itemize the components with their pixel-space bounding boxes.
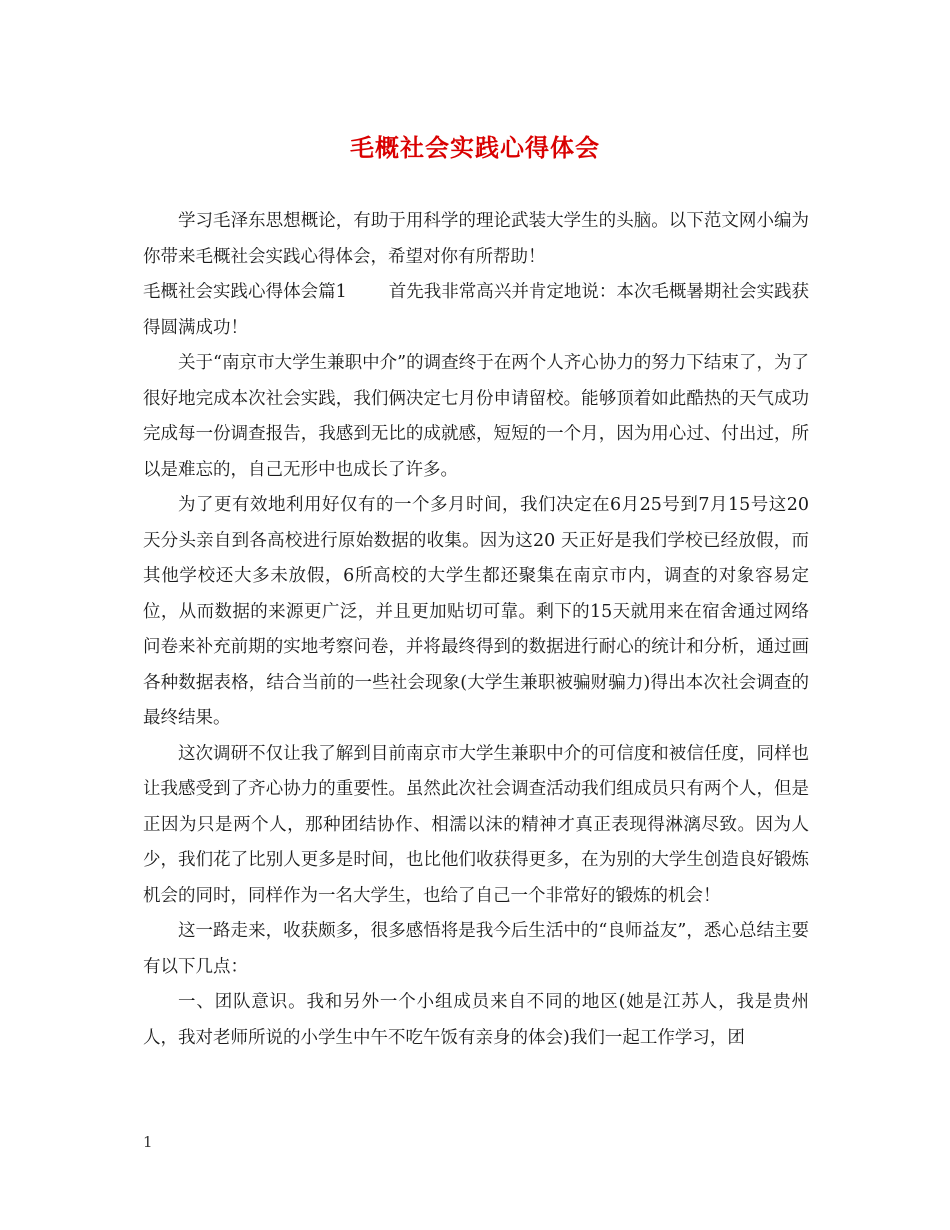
document-title: 毛概社会实践心得体会 (350, 133, 600, 162)
paragraph-article-heading (143, 275, 809, 346)
document-body (143, 204, 809, 1056)
paragraph-summary: 这一路走来，收获颇多，很多感悟将是我今后生活中的“良师益友”，悉心总结主要有以下几点： (143, 921, 809, 977)
paragraph-intro: 学习毛泽东思想概论，有助于用科学的理论武装大学生的头脑。以下范文网小编为你带来毛概社会实践心得体会，希望对你有所帮助！ (143, 211, 809, 267)
paragraph-schedule: 为了更有效地利用好仅有的一个多月时间，我们决定在6月25号到7月15号这20 天分头亲自到各高校进行原始数据的收集。因为这20 天正好是我们学校已经放假，而其他学校还大多未放假，6所高校的大学生都还聚集在南京市内，调查的对象容易定位，从而数据的来源更广泛，并且更加贴切可靠。剩下的15天就用来在宿舍通过网络问卷来补充前期的实地考察问卷，并将最终得到的数据进行耐心的统计和分析，通过画各种数据表格，结合当前的一些社会现象(大学生兼职被骗财骗力)得出本次社会调查的最终结果。 (143, 495, 809, 728)
article-heading: 毛概社会实践心得体会篇1 (143, 282, 347, 302)
paragraph-survey: 关于“南京市大学生兼职中介”的调查终于在两个人齐心协力的努力下结束了，为了很好地完成本次社会实践，我们俩决定七月份申请留校。能够顶着如此酷热的天气成功完成每一份调查报告，我感到无比的成就感，短短的一个月，因为用心过、付出过，所以是难忘的，自己无形中也成长了许多。 (143, 353, 809, 480)
article-lead: 首先我非常高兴并肯定地说：本次毛概暑期社会实践获得圆满成功！ (143, 282, 809, 338)
paragraph-point-one: 一、团队意识。我和另外一个小组成员来自不同的地区(她是江苏人，我是贵州人，我对老师所说的小学生中午不吃午饭有亲身的体会)我们一起工作学习，团 (143, 992, 809, 1048)
page-number: 1 (143, 1133, 153, 1151)
paragraph-teamwork: 这次调研不仅让我了解到目前南京市大学生兼职中介的可信度和被信任度，同样也让我感受到了齐心协力的重要性。虽然此次社会调查活动我们组成员只有两个人，但是正因为只是两个人，那种团结协作、相濡以沫的精神才真正表现得淋漓尽致。因为人少，我们花了比别人更多是时间，也比他们收获得更多，在为别的大学生创造良好锻炼机会的同时，同样作为一名大学生，也给了自己一个非常好的锻炼的机会！ (143, 743, 809, 906)
